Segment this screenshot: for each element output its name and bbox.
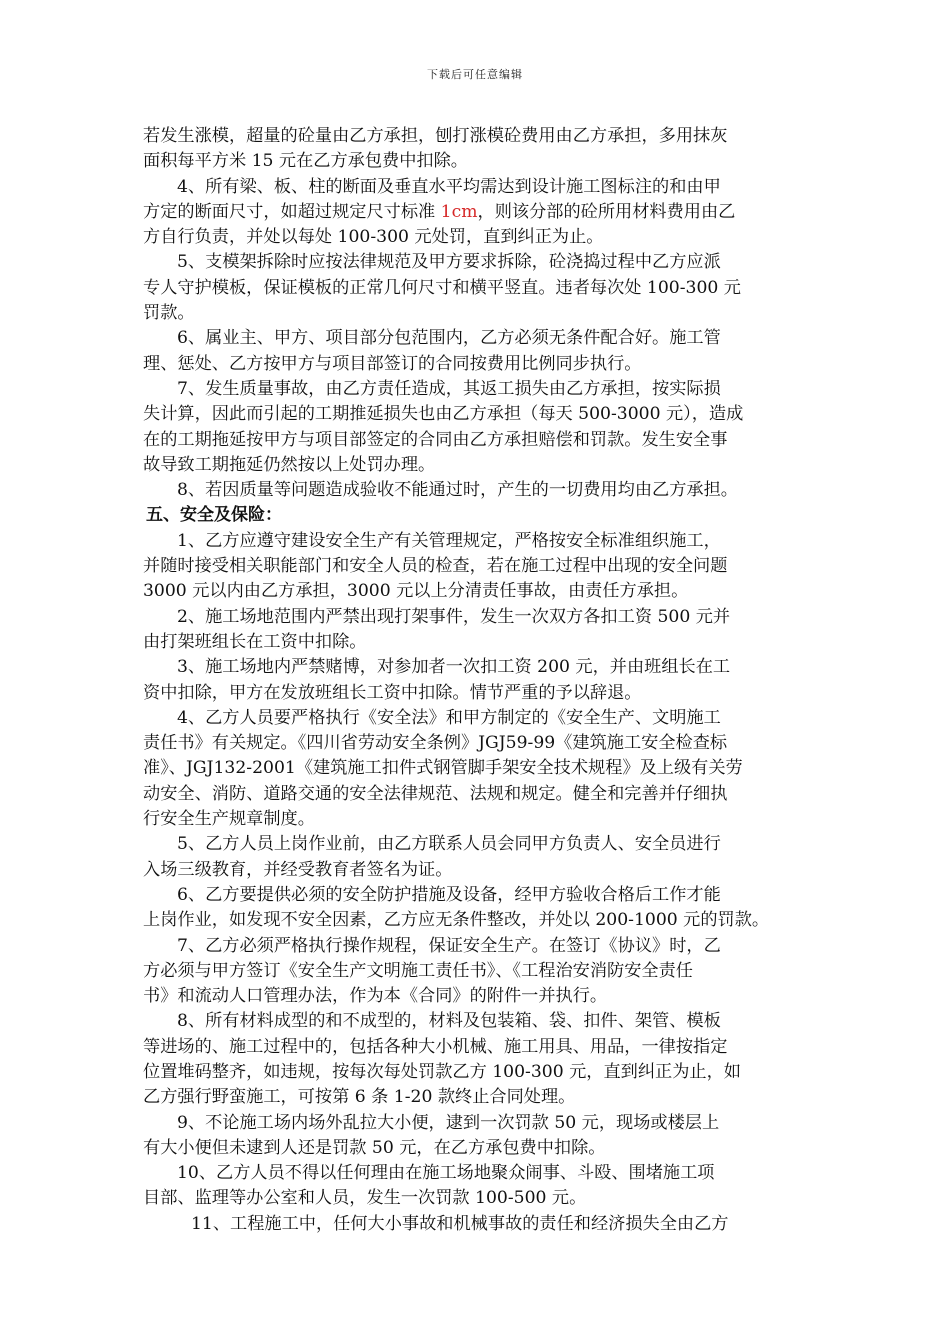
document-body [143, 124, 823, 1237]
text-line: 理、惩处、乙方按甲方与项目部签订的合同按费用比例同步执行。 [143, 353, 642, 374]
text-line: 5、乙方人员上岗作业前，由乙方联系人员会同甲方负责人、安全员进行 [177, 834, 721, 855]
text-line: 专人守护模板，保证模板的正常几何尺寸和横平竖直。违者每次处 100-300 元 [143, 277, 741, 298]
text-line: 7、乙方必须严格执行操作规程，保证安全生产。在签订《协议》时，乙 [177, 935, 721, 956]
text-line [143, 200, 823, 225]
text-line: 入场三级教育，并经受教育者签名为证。 [143, 859, 453, 880]
text-line: 2、施工场地范围内严禁出现打架事件，发生一次双方各扣工资 500 元并 [177, 606, 731, 627]
text-line: 6、属业主、甲方、项目部分包范围内，乙方必须无条件配合好。施工管 [177, 328, 721, 349]
text-line: 书》和流动人口管理办法，作为本《合同》的附件一并执行。 [143, 986, 608, 1007]
section-heading: 五、安全及保险： [146, 505, 282, 526]
text-line: 资中扣除，甲方在发放班组长工资中扣除。情节严重的予以辞退。 [143, 682, 642, 703]
text-line: 由打架班组长在工资中扣除。 [143, 631, 367, 652]
text-line: 9、不论施工场内场外乱拉大小便，逮到一次罚款 50 元，现场或楼层上 [177, 1112, 720, 1133]
text-line: 10、乙方人员不得以任何理由在施工场地聚众闹事、斗殴、围堵施工项 [177, 1163, 715, 1184]
text-line: 4、所有梁、板、柱的断面及垂直水平均需达到设计施工图标注的和由甲 [177, 176, 721, 197]
text-line: 3、施工场地内严禁赌博，对参加者一次扣工资 200 元，并由班组长在工 [177, 657, 731, 678]
text-line: 方必须与甲方签订《安全生产文明施工责任书》、《工程治安消防安全责任 [143, 960, 693, 981]
text-line: 7、发生质量事故，由乙方责任造成，其返工损失由乙方承担，按实际损 [177, 378, 721, 399]
text-line: 6、乙方要提供必须的安全防护措施及设备，经甲方验收合格后工作才能 [177, 884, 721, 905]
text-line: 上岗作业，如发现不安全因素，乙方应无条件整改，并处以 200-1000 元的罚款。 [143, 910, 770, 931]
text-line: 面积每平方米 15 元在乙方承包费中扣除。 [143, 151, 468, 172]
text-line: 在的工期拖延按甲方与项目部签定的合同由乙方承担赔偿和罚款。发生安全事 [143, 429, 728, 450]
text-line: 8、所有材料成型的和不成型的，材料及包装箱、袋、扣件、架管、模板 [177, 1011, 721, 1032]
text-line: 等进场的、施工过程中的，包括各种大小机械、施工用具、用品，一律按指定 [143, 1036, 728, 1057]
text-line: 并随时接受相关职能部门和安全人员的检查，若在施工过程中出现的安全问题 [143, 556, 728, 577]
text-line: 有大小便但未逮到人还是罚款 50 元，在乙方承包费中扣除。 [143, 1137, 606, 1158]
page-header: 下载后可任意编辑 [427, 68, 523, 81]
highlighted-measure: 1cm [440, 201, 478, 222]
text-line: 8、若因质量等问题造成验收不能通过时，产生的一切费用均由乙方承担。 [177, 480, 738, 501]
text-line: 责任书》有关规定。《四川省劳动安全条例》JGJ59-99《建筑施工安全检查标 [143, 733, 728, 754]
text-line: 故导致工期拖延仍然按以上处罚办理。 [143, 454, 436, 475]
text-line: 行安全生产规章制度。 [143, 809, 315, 830]
text-line: 方自行负责，并处以每处 100-300 元处罚，直到纠正为止。 [143, 227, 604, 248]
text-line: 3000 元以内由乙方承担，3000 元以上分清责任事故，由责任方承担。 [143, 581, 689, 602]
text-line: 5、支模架拆除时应按法律规范及甲方要求拆除，砼浇捣过程中乙方应派 [177, 252, 721, 273]
text-segment: 方定的断面尺寸，如超过规定尺寸标准 [143, 201, 436, 222]
text-line: 准》、JGJ132-2001《建筑施工扣件式钢管脚手架安全技术规程》及上级有关劳 [143, 758, 743, 779]
text-line: 动安全、消防、道路交通的安全法律规范、法规和规定。健全和完善并仔细执 [143, 783, 728, 804]
text-line: 4、乙方人员要严格执行《安全法》和甲方制定的《安全生产、文明施工 [177, 707, 721, 728]
text-line: 罚款。 [143, 303, 195, 324]
text-line: 位置堆码整齐，如违规，按每次每处罚款乙方 100-300 元，直到纠正为止，如 [143, 1061, 741, 1082]
text-line: 乙方强行野蛮施工，可按第 6 条 1-20 款终止合同处理。 [143, 1087, 576, 1108]
text-line: 失计算，因此而引起的工期推延损失也由乙方承担（每天 500-3000 元），造成 [143, 404, 744, 425]
text-segment: ，则该分部的砼所用材料费用由乙 [477, 201, 736, 222]
text-line: 目部、监理等办公室和人员，发生一次罚款 100-500 元。 [143, 1188, 587, 1209]
text-line: 1、乙方应遵守建设安全生产有关管理规定，严格按安全标准组织施工， [177, 530, 721, 551]
text-line: 11、工程施工中，任何大小事故和机械事故的责任和经济损失全由乙方 [191, 1213, 729, 1234]
text-line: 若发生涨模，超量的砼量由乙方承担，刨打涨模砼费用由乙方承担，多用抹灰 [143, 126, 728, 146]
